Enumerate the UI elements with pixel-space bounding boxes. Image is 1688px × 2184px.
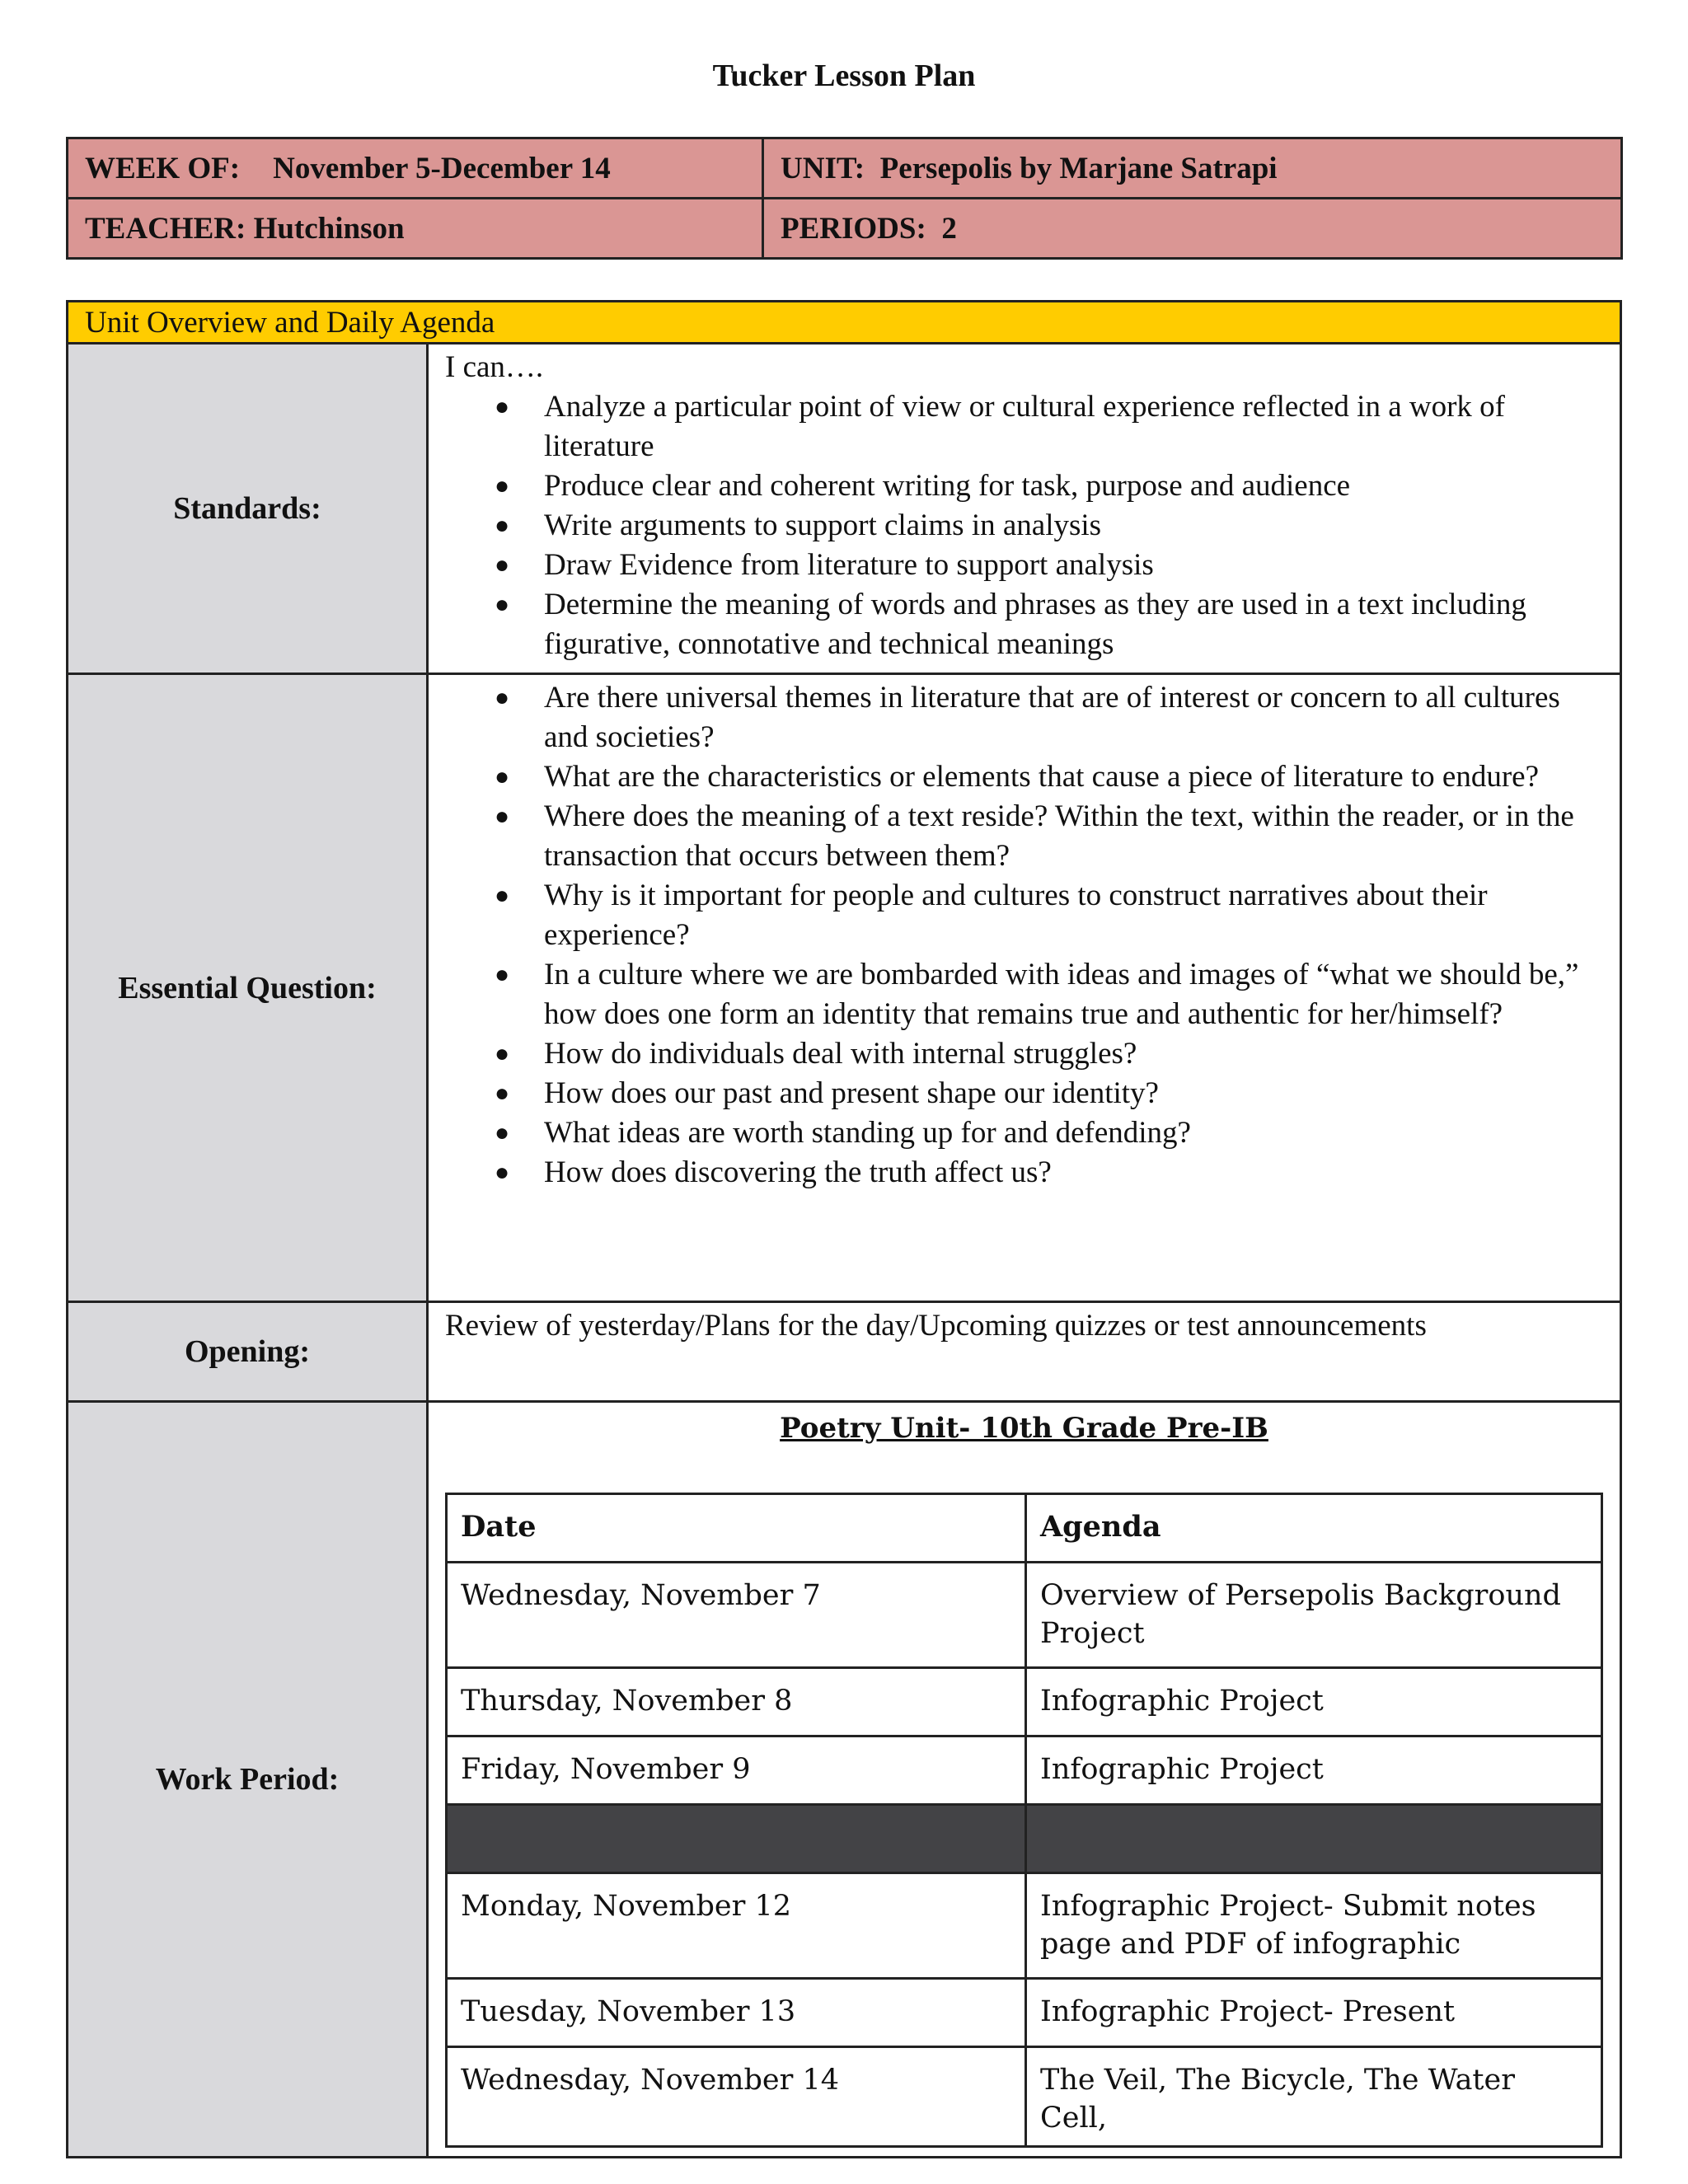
unit-value: Persepolis by Marjane Satrapi [879,151,1278,185]
list-item: ● Produce clear and coherent writing for task, purpose and audience [445,466,1603,506]
date-cell: Wednesday, November 7 [447,1563,1026,1668]
date-cell: Monday, November 12 [447,1873,1026,1979]
date-cell [447,1805,1026,1873]
standards-label: Standards: [68,344,428,674]
header-info-table [66,137,1623,260]
essential-question-row [68,674,1621,1302]
teacher-value: Hutchinson [253,211,405,246]
agenda-table [445,1493,1603,2148]
overview-title: Unit Overview and Daily Agenda [68,302,1621,344]
table-row [447,2047,1602,2147]
list-item: ● In a culture where we are bombarded with ideas and images of “what we should be,” how does one form an identity that remains true and authentic for her/himself? [445,955,1603,1034]
unit-cell [763,138,1622,199]
agenda-cell: Overview of Persepolis Background Project [1026,1563,1602,1668]
list-item: ● Write arguments to support claims in analysis [445,506,1603,546]
list-item: ● What are the characteristics or elements that cause a piece of literature to endure? [445,757,1603,797]
work-period-content [428,1402,1621,2158]
overview-row [68,302,1621,344]
work-period-row [68,1402,1621,2158]
week-of-label: WEEK OF: [85,151,241,185]
teacher-cell [68,199,763,259]
list-item: ● Analyze a particular point of view or cultural experience reflected in a work of literature [445,387,1603,466]
agenda-header-row [447,1494,1602,1563]
agenda-cell: Infographic Project [1026,1668,1602,1736]
list-item: ● How do individuals deal with internal struggles? [445,1034,1603,1074]
date-cell: Friday, November 9 [447,1736,1026,1805]
list-item: ● What ideas are worth standing up for and defending? [445,1113,1603,1153]
opening-row [68,1302,1621,1402]
periods-cell [763,199,1622,259]
standards-row [68,344,1621,674]
essential-question-list [445,678,1603,1193]
list-item: ● How does our past and present shape our identity? [445,1074,1603,1113]
list-item: ● Determine the meaning of words and phrases as they are used in a text including figurative, connotative and technical meanings [445,585,1603,664]
periods-label: PERIODS: [781,211,926,246]
agenda-cell [1026,1805,1602,1873]
teacher-label: TEACHER: [85,211,246,246]
agenda-cell: Infographic Project- Present [1026,1979,1602,2047]
date-cell: Tuesday, November 13 [447,1979,1026,2047]
date-cell: Wednesday, November 14 [447,2047,1026,2147]
standards-intro: I can…. [445,350,544,384]
standards-content [428,344,1621,674]
header-row-2 [68,199,1622,259]
date-cell: Thursday, November 8 [447,1668,1026,1736]
opening-text: Review of yesterday/Plans for the day/Upcoming quizzes or test announcements [428,1302,1621,1402]
work-period-label: Work Period: [68,1402,428,2158]
essential-question-content [428,674,1621,1302]
agenda-cell: Infographic Project- Submit notes page and PDF of infographic [1026,1873,1602,1979]
agenda-column-header: Agenda [1026,1494,1602,1563]
agenda-cell: Infographic Project [1026,1736,1602,1805]
header-row-1 [68,138,1622,199]
agenda-cell: The Veil, The Bicycle, The Water Cell, [1026,2047,1602,2147]
table-row [447,1668,1602,1736]
list-item: ● Where does the meaning of a text reside? Within the text, within the reader, or in the transaction that occurs between them? [445,797,1603,876]
list-item: ● Draw Evidence from literature to support analysis [445,546,1603,585]
lesson-plan-table [66,300,1622,2158]
poetry-unit-heading: Poetry Unit- 10th Grade Pre-IB [780,1412,1268,1445]
standards-list [445,387,1603,664]
week-of-cell [68,138,763,199]
table-row [447,1979,1602,2047]
essential-question-label: Essential Question: [68,674,428,1302]
table-row [447,1736,1602,1805]
unit-label: UNIT: [781,151,865,185]
list-item: ● Are there universal themes in literature that are of interest or concern to all cultures and societies? [445,678,1603,757]
date-column-header: Date [447,1494,1026,1563]
periods-value: 2 [941,211,957,246]
table-row [447,1873,1602,1979]
list-item: ● Why is it important for people and cultures to construct narratives about their experience? [445,876,1603,955]
opening-label: Opening: [68,1302,428,1402]
table-row [447,1563,1602,1668]
list-item: ● How does discovering the truth affect us? [445,1153,1603,1193]
weekend-divider-row [447,1805,1602,1873]
week-of-value: November 5-December 14 [273,151,611,185]
document-title: Tucker Lesson Plan [712,59,976,93]
